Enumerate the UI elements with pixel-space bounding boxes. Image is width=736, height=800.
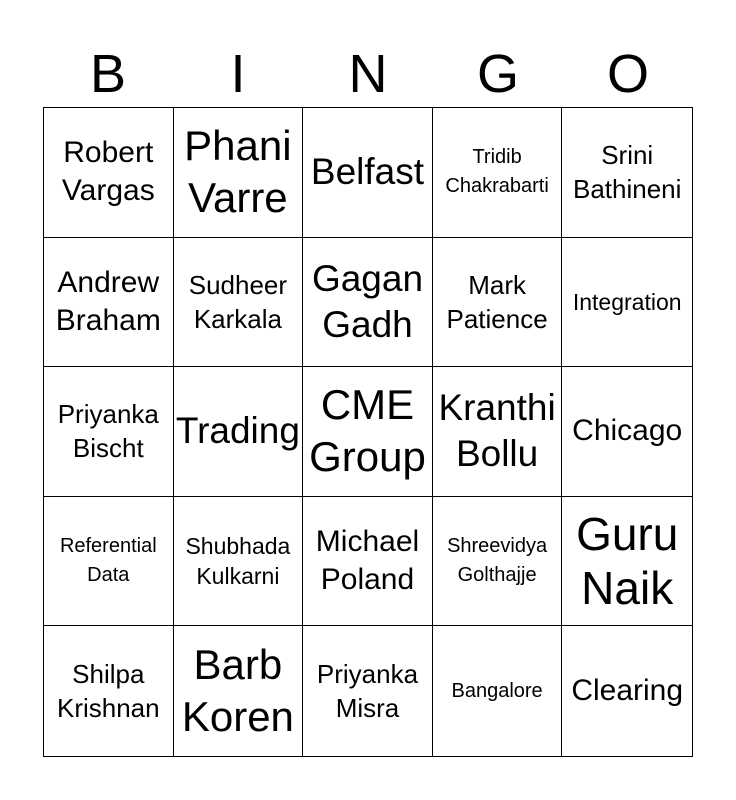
bingo-cell[interactable] xyxy=(174,497,304,627)
cell-text: Tridib Chakrabarti xyxy=(445,146,549,198)
bingo-cell[interactable] xyxy=(433,497,563,627)
bingo-cell[interactable] xyxy=(44,497,174,627)
bingo-cell[interactable] xyxy=(562,626,692,756)
bingo-cell[interactable] xyxy=(562,497,692,627)
header-letter-g: G xyxy=(476,44,519,104)
cell-text: Chicago xyxy=(572,414,683,448)
header-letter-o: O xyxy=(606,44,649,104)
bingo-cell[interactable] xyxy=(44,367,174,497)
bingo-header xyxy=(43,40,693,108)
bingo-cell[interactable] xyxy=(44,238,174,368)
bingo-cell[interactable] xyxy=(44,626,174,756)
cell-text: Sudheer Karkala xyxy=(188,269,288,334)
bingo-cell[interactable] xyxy=(433,238,563,368)
bingo-cell[interactable] xyxy=(303,626,433,756)
bingo-cell[interactable] xyxy=(174,108,304,238)
header-letter-b: B xyxy=(89,44,127,104)
header-letter-i: I xyxy=(230,44,246,104)
cell-text: Belfast xyxy=(310,151,425,193)
cell-text: Michael Poland xyxy=(315,525,420,597)
cell-text: Clearing xyxy=(571,674,684,708)
cell-text: Guru Naik xyxy=(576,508,679,615)
bingo-cell[interactable] xyxy=(303,238,433,368)
cell-text: Kranthi Bollu xyxy=(438,387,556,475)
cell-text: Barb Koren xyxy=(181,641,294,741)
cell-text: Trading xyxy=(175,410,300,452)
bingo-cell[interactable] xyxy=(562,108,692,238)
bingo-cell[interactable] xyxy=(433,108,563,238)
cell-text: Referential Data xyxy=(59,535,157,587)
bingo-cell[interactable] xyxy=(174,238,304,368)
cell-text: Andrew Braham xyxy=(55,265,161,337)
cell-text: Bangalore xyxy=(451,679,543,702)
cell-text: Mark Patience xyxy=(446,269,548,334)
bingo-cell[interactable] xyxy=(303,367,433,497)
bingo-cell[interactable] xyxy=(433,367,563,497)
bingo-cell[interactable] xyxy=(303,497,433,627)
bingo-cell[interactable] xyxy=(562,238,692,368)
cell-text: Priyanka Bischt xyxy=(57,399,159,464)
cell-text: Srini Bathineni xyxy=(572,140,682,205)
cell-text: Priyanka Misra xyxy=(316,659,419,724)
cell-text: Shubhada Kulkarni xyxy=(185,533,291,590)
cell-text: Integration xyxy=(572,288,682,315)
bingo-cell[interactable] xyxy=(174,367,304,497)
bingo-cell[interactable] xyxy=(433,626,563,756)
cell-text: Gagan Gadh xyxy=(311,257,424,345)
bingo-card-grid xyxy=(43,107,693,757)
bingo-cell[interactable] xyxy=(174,626,304,756)
bingo-cell[interactable] xyxy=(303,108,433,238)
bingo-cell[interactable] xyxy=(562,367,692,497)
cell-text: Shilpa Krishnan xyxy=(56,659,160,724)
cell-text: CME Group xyxy=(309,381,426,481)
cell-text: Phani Varre xyxy=(184,122,292,222)
cell-text: Robert Vargas xyxy=(61,136,155,208)
header-letter-n: N xyxy=(348,44,388,104)
cell-text: Shreevidya Golthajje xyxy=(447,535,548,587)
bingo-cell[interactable] xyxy=(44,108,174,238)
